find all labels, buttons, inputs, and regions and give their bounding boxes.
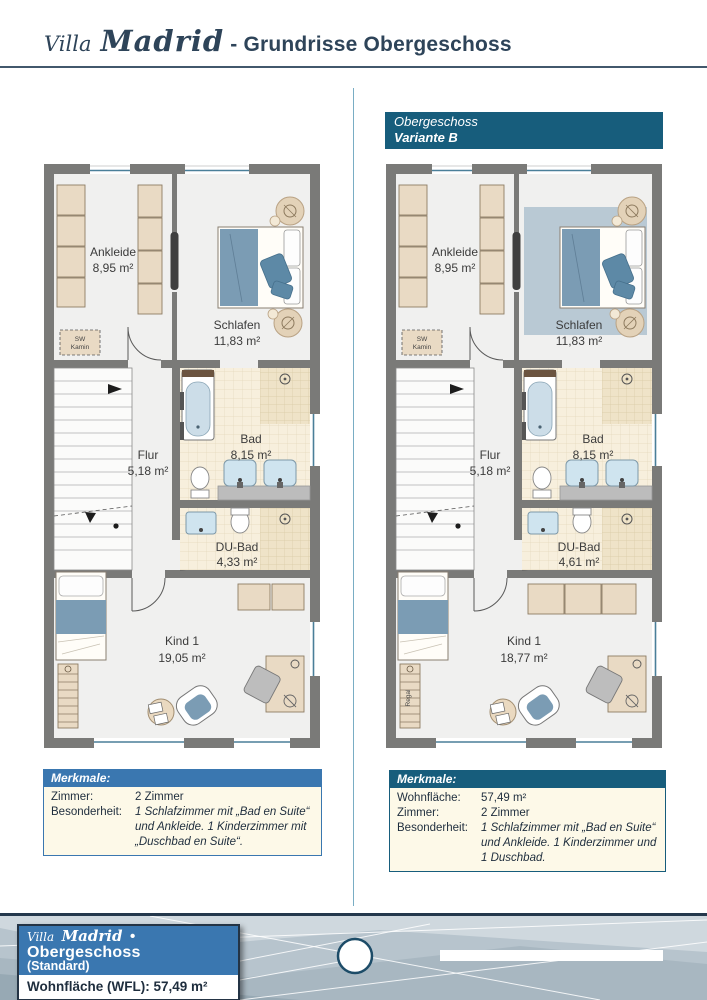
room-area-schlafen: 11,83 m² bbox=[555, 334, 603, 348]
room-label-dubad: DU-Bad bbox=[215, 540, 259, 554]
footer-circle-badge bbox=[338, 939, 372, 973]
footer-white-bar bbox=[440, 950, 663, 961]
room-area-ankleide: 8,95 m² bbox=[434, 261, 476, 275]
kind-wardrobe-row bbox=[528, 584, 636, 614]
room-label-schlafen: Schlafen bbox=[555, 318, 603, 332]
footer-brand-villa: Villa bbox=[27, 930, 55, 944]
brand-villa: Villa bbox=[44, 32, 92, 56]
room-area-flur: 5,18 m² bbox=[469, 464, 511, 478]
footer-info-box bbox=[17, 924, 240, 1000]
room-area-flur: 5,18 m² bbox=[127, 464, 169, 478]
merkmale-header: Merkmale: bbox=[44, 770, 321, 787]
room-label-flur: Flur bbox=[137, 448, 159, 462]
merkmale-header: Merkmale: bbox=[390, 771, 665, 788]
floorplan-variante-b bbox=[386, 164, 662, 748]
room-label-kind: Kind 1 bbox=[164, 634, 200, 648]
merkmale-row-besonderheit: Besonderheit: 1 Schlafzimmer mit „Bad en Suite“ und Ankleide. 1 Kinderzimmer und 1 Duschbad. bbox=[397, 822, 657, 864]
room-label-bad: Bad bbox=[582, 432, 604, 446]
footer-info-header bbox=[19, 926, 238, 975]
kamin-label-2: Kamin bbox=[412, 344, 432, 351]
room-label-kind: Kind 1 bbox=[506, 634, 542, 648]
variant-line1: Obergeschoss bbox=[394, 114, 478, 129]
kamin-label-2: Kamin bbox=[70, 344, 90, 351]
kamin-label-1: SW bbox=[416, 336, 428, 343]
room-label-bad: Bad bbox=[240, 432, 262, 446]
merkmale-row-zimmer: Zimmer: 2 Zimmer bbox=[397, 807, 530, 819]
room-area-bad: 8,15 m² bbox=[572, 448, 614, 462]
merkmale-row-zimmer: Zimmer: 2 Zimmer bbox=[51, 791, 184, 803]
room-area-kind: 19,05 m² bbox=[158, 651, 206, 665]
column-divider bbox=[353, 88, 354, 906]
kamin-label-1: SW bbox=[74, 336, 86, 343]
brand-madrid: Madrid bbox=[100, 24, 225, 58]
footer-separator: • bbox=[129, 928, 136, 945]
merkmale-box-variante-b bbox=[389, 770, 666, 872]
room-label-flur: Flur bbox=[479, 448, 501, 462]
room-area-dubad: 4,61 m² bbox=[558, 555, 600, 569]
header-rule bbox=[0, 66, 707, 68]
merkmale-row-wohnflaeche: Wohnfläche: 57,49 m² bbox=[397, 792, 527, 804]
room-label-ankleide: Ankleide bbox=[89, 245, 137, 259]
floorplan-standard bbox=[44, 164, 320, 748]
footer-brand-madrid: Madrid bbox=[61, 927, 123, 945]
variant-line2: Variante B bbox=[394, 130, 458, 145]
footer-area-text: Wohnfläche (WFL): 57,49 m² bbox=[19, 975, 238, 999]
room-area-bad: 8,15 m² bbox=[230, 448, 272, 462]
room-area-kind: 18,77 m² bbox=[500, 651, 548, 665]
room-label-ankleide: Ankleide bbox=[431, 245, 479, 259]
footer-variant-subtitle: (Standard) bbox=[27, 959, 90, 973]
regal-label: Regal bbox=[405, 689, 412, 707]
room-area-ankleide: 8,95 m² bbox=[92, 261, 134, 275]
page-title-text: - Grundrisse Obergeschoss bbox=[230, 33, 512, 56]
merkmale-row-besonderheit: Besonderheit: 1 Schlafzimmer mit „Bad en Suite“ und Ankleide. 1 Kinderzimmer mit „Duschbad en Suite“. bbox=[51, 806, 310, 848]
variant-b-header bbox=[385, 112, 663, 149]
room-label-schlafen: Schlafen bbox=[213, 318, 261, 332]
room-area-dubad: 4,33 m² bbox=[216, 555, 258, 569]
footer-floor-title: Obergeschoss bbox=[27, 944, 141, 961]
page-title bbox=[44, 24, 512, 58]
room-area-schlafen: 11,83 m² bbox=[213, 334, 261, 348]
merkmale-box-standard bbox=[43, 769, 322, 856]
room-label-dubad: DU-Bad bbox=[557, 540, 601, 554]
